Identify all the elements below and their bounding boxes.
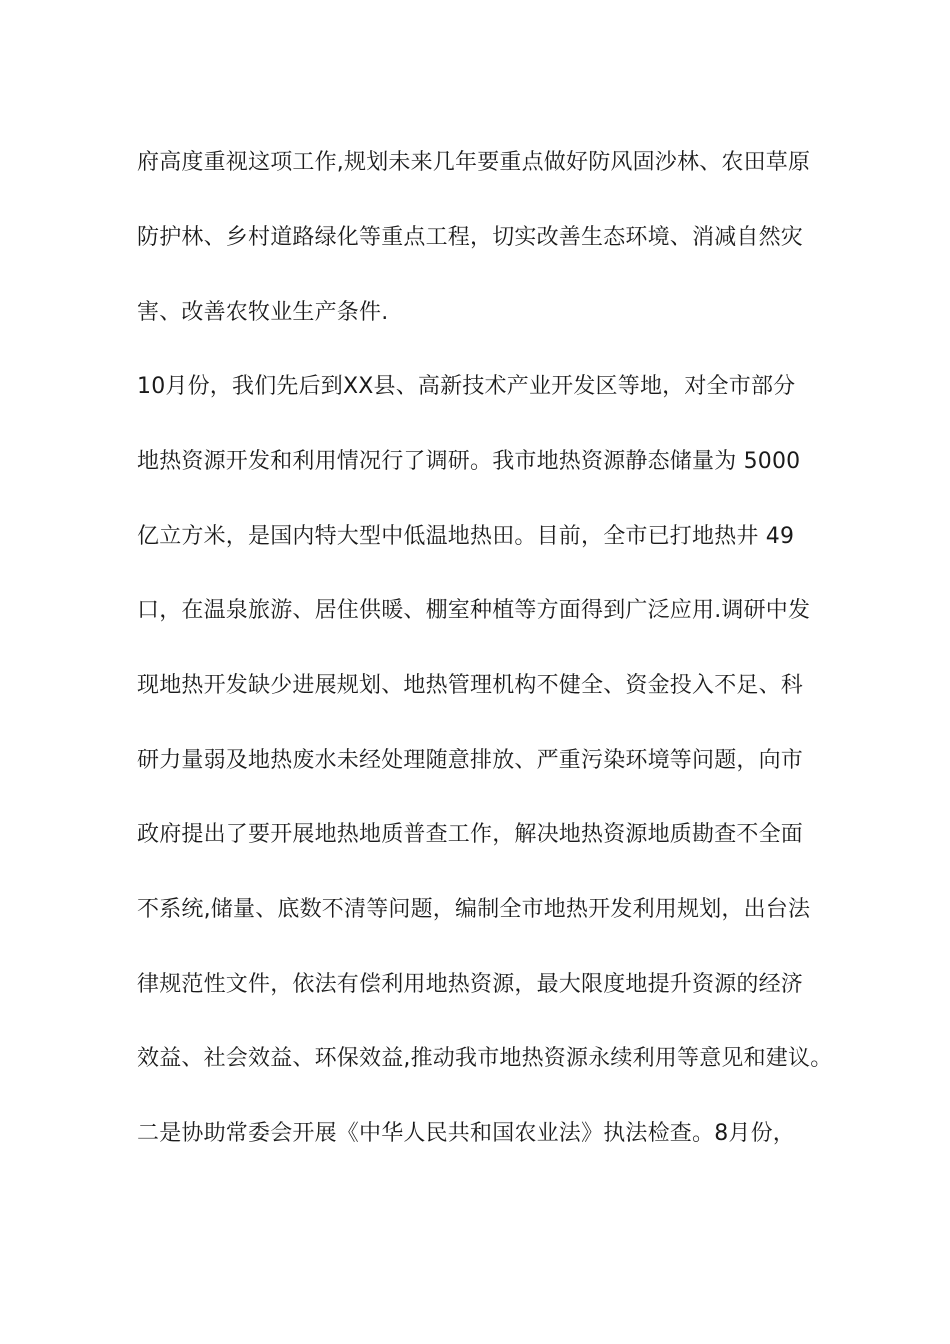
text-line: 效益、社会效益、环保效益,推动我市地热资源永续利用等意见和建议。 <box>137 1046 833 1071</box>
text-line: 口，在温泉旅游、居住供暖、棚室种植等方面得到广泛应用.调研中发 <box>137 598 811 623</box>
text-line: 害、改善农牧业生产条件. <box>137 300 389 325</box>
text-line: 不系统,储量、底数不清等问题，编制全市地热开发利用规划，出台法 <box>137 897 811 922</box>
text-line: 二是协助常委会开展《中华人民共和国农业法》执法检查。8月份， <box>137 1121 795 1146</box>
text-line: 10月份，我们先后到XX县、高新技术产业开发区等地，对全市部分 <box>137 374 796 399</box>
text-line: 防护林、乡村道路绿化等重点工程，切实改善生态环境、消减自然灾 <box>137 225 804 250</box>
text-line: 亿立方米，是国内特大型中低温地热田。目前，全市已打地热井 49 <box>137 524 795 549</box>
text-line: 研力量弱及地热废水未经处理随意排放、严重污染环境等问题，向市 <box>137 748 804 773</box>
text-line: 律规范性文件，依法有偿利用地热资源，最大限度地提升资源的经济 <box>137 972 804 997</box>
text-line: 府高度重视这项工作,规划未来几年要重点做好防风固沙林、农田草原 <box>137 150 811 175</box>
text-line: 地热资源开发和利用情况行了调研。我市地热资源静态储量为 5000 <box>137 449 801 474</box>
text-line: 现地热开发缺少进展规划、地热管理机构不健全、资金投入不足、科 <box>137 673 804 698</box>
text-line: 政府提出了要开展地热地质普查工作，解决地热资源地质勘查不全面 <box>137 822 804 847</box>
